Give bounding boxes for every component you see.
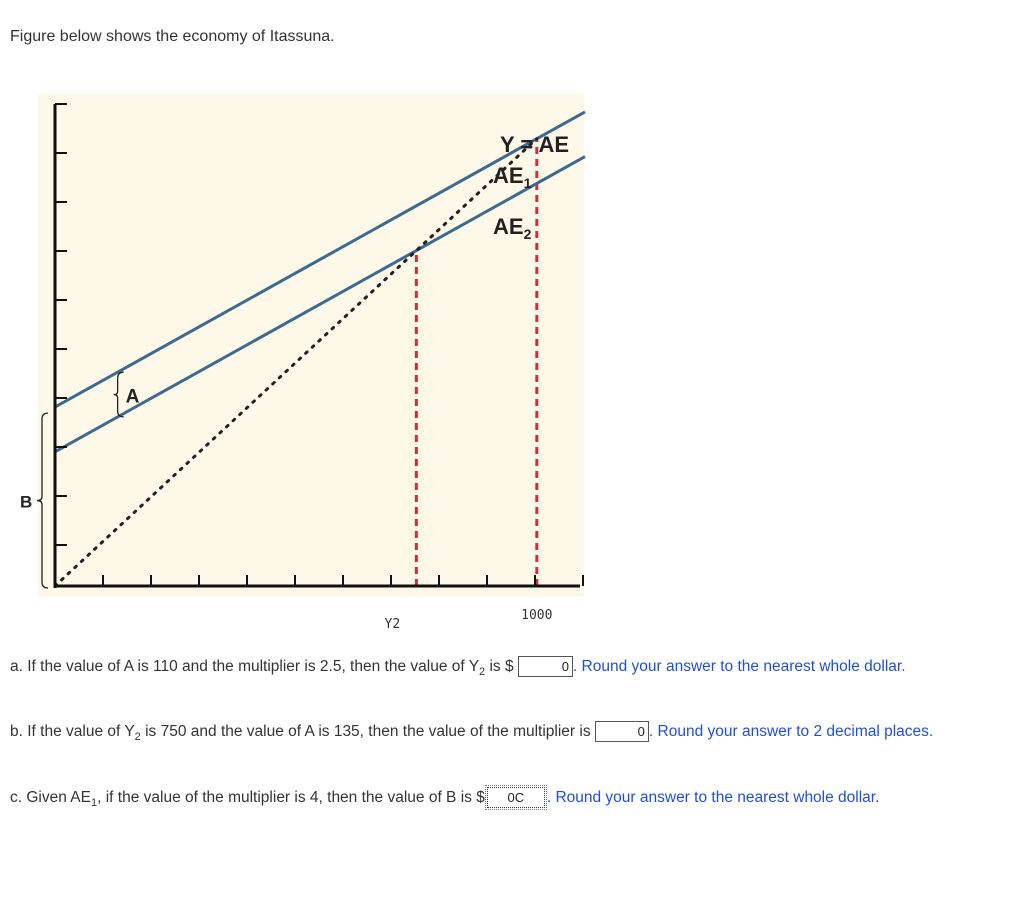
question-c-subscript: 1 xyxy=(90,797,98,809)
question-c-text-2: , if the value of the multiplier is 4, then the value of B is $ xyxy=(97,789,485,806)
question-a xyxy=(10,654,1015,685)
ae-chart xyxy=(0,90,600,650)
question-c-hint: . Round your answer to the nearest whole dollar. xyxy=(546,789,880,806)
label-y-equals-ae: Y = AE xyxy=(500,132,570,157)
label-ae1: $AE_1$ xyxy=(493,163,532,191)
question-b-subscript: 2 xyxy=(134,731,141,743)
answer-a-field[interactable]: 0 xyxy=(518,656,573,677)
question-a-hint: . Round your answer to the nearest whole dollar. xyxy=(572,658,906,675)
question-a-subscript: 2 xyxy=(479,666,486,678)
x-tick-label: 1000 xyxy=(521,608,553,623)
label-ae2: $AE_2$ xyxy=(493,214,532,242)
economy-figure xyxy=(0,90,600,650)
answer-b-field[interactable]: 0 xyxy=(595,721,649,742)
answer-c-field[interactable]: 0C xyxy=(487,787,545,808)
question-c xyxy=(10,785,1015,816)
question-a-text: a. If the value of A is 110 and the multiplier is 2.5, then the value of Y xyxy=(10,658,480,675)
label-a: A xyxy=(125,386,140,408)
intro-text: Figure below shows the economy of Itassuna. xyxy=(10,28,335,45)
question-c-text: c. Given AE xyxy=(10,789,91,806)
x-tick-label: Y2 xyxy=(384,617,401,632)
label-b: B xyxy=(20,492,33,512)
question-b xyxy=(10,719,1015,750)
question-b-hint: . Round your answer to 2 decimal places. xyxy=(648,723,934,740)
question-b-text: b. If the value of Y xyxy=(10,723,135,740)
question-a-text-2: is $ xyxy=(485,658,514,675)
question-b-text-2: is 750 and the value of A is 135, then the value of the multiplier is xyxy=(140,723,591,740)
